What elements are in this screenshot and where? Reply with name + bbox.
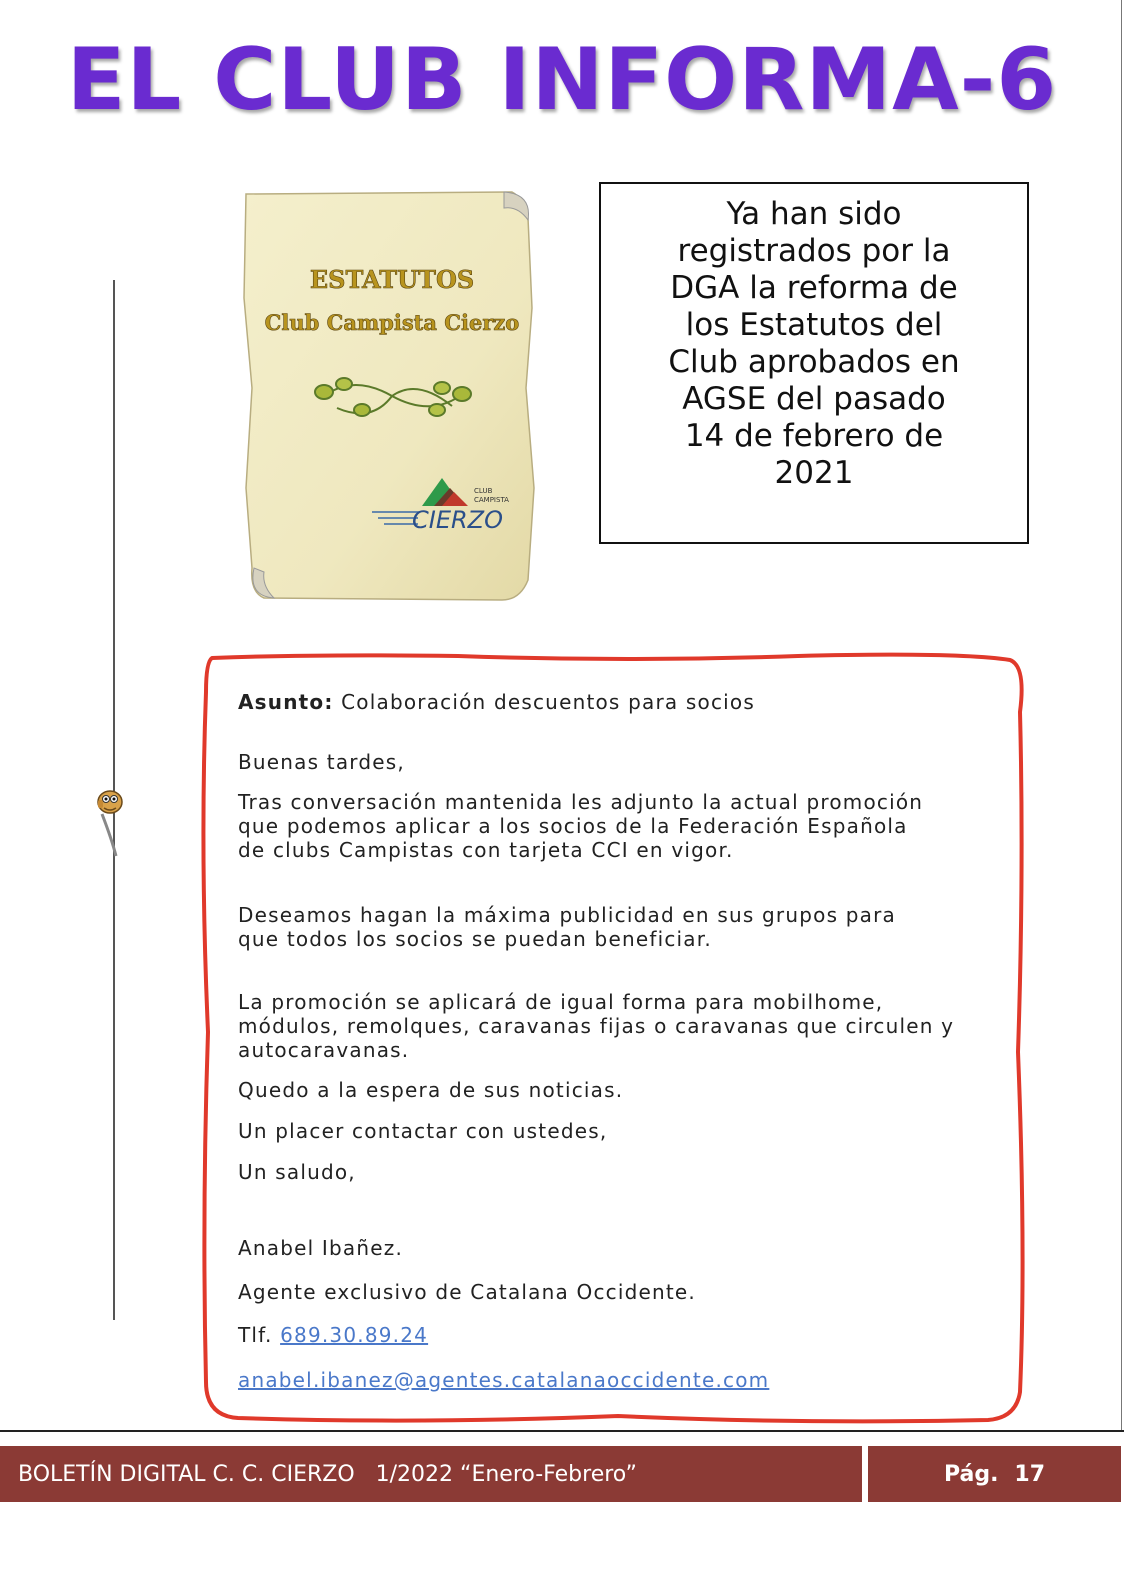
email-greeting: Buenas tardes, [238, 750, 405, 774]
email-paragraph: Tras conversación mantenida les adjunto la actual promoción que podemos aplicar a los socios de la Federación Española de clubs Campistas con tarjeta CCI en vigor. [238, 790, 924, 862]
email-paragraph: Deseamos hagan la máxima publicidad en sus grupos para que todos los socios se puedan beneficiar. [238, 903, 896, 951]
signature-name: Anabel Ibañez. [238, 1236, 404, 1260]
page-border [1121, 0, 1122, 1430]
svg-text:CLUB: CLUB [474, 487, 493, 495]
email-line: Un placer contactar con ustedes, [238, 1119, 608, 1143]
phone-label: Tlf. [238, 1323, 273, 1347]
email-line: Un saludo, [238, 1160, 356, 1184]
notice-box [599, 182, 1029, 544]
email-paragraph: La promoción se aplicará de igual forma para mobilhome, módulos, remolques, caravanas fijas o caravanas que circulen y autocaravanas. [238, 990, 955, 1062]
subject-label: Asunto: [238, 690, 334, 714]
signature-phone [238, 1323, 428, 1347]
footer-page-number [868, 1446, 1121, 1502]
signature-email [238, 1368, 769, 1392]
phone-link[interactable]: 689.30.89.24 [280, 1323, 429, 1347]
page-label: Pág. [943, 1461, 999, 1487]
mascot-icon [92, 770, 132, 860]
svg-text:CIERZO: CIERZO [412, 506, 504, 534]
page-number: 17 [1014, 1461, 1046, 1487]
statutes-club-name: Club Campista Cierzo [264, 310, 520, 335]
statutes-title: ESTATUTOS [309, 265, 475, 294]
page-title: EL CLUB INFORMA-6 [66, 30, 1058, 130]
email-link[interactable]: anabel.ibanez@agentes.catalanaoccidente.com [238, 1368, 770, 1392]
statutes-document-image [242, 188, 542, 608]
signature-role: Agente exclusivo de Catalana Occidente. [238, 1280, 696, 1304]
footer-bulletin-label: BOLETÍN DIGITAL C. C. CIERZO 1/2022 “Enero-Febrero” [0, 1446, 862, 1502]
email-subject [238, 690, 755, 714]
notice-text: Ya han sido registrados por la DGA la reforma de los Estatutos del Club aprobados en AGSE del pasado 14 de febrero de 2021 [668, 196, 960, 491]
subject-text: Colaboración descuentos para socios [341, 690, 755, 714]
footer-divider [0, 1430, 1124, 1432]
svg-text:CAMPISTA: CAMPISTA [474, 496, 509, 504]
email-line: Quedo a la espera de sus noticias. [238, 1078, 624, 1102]
